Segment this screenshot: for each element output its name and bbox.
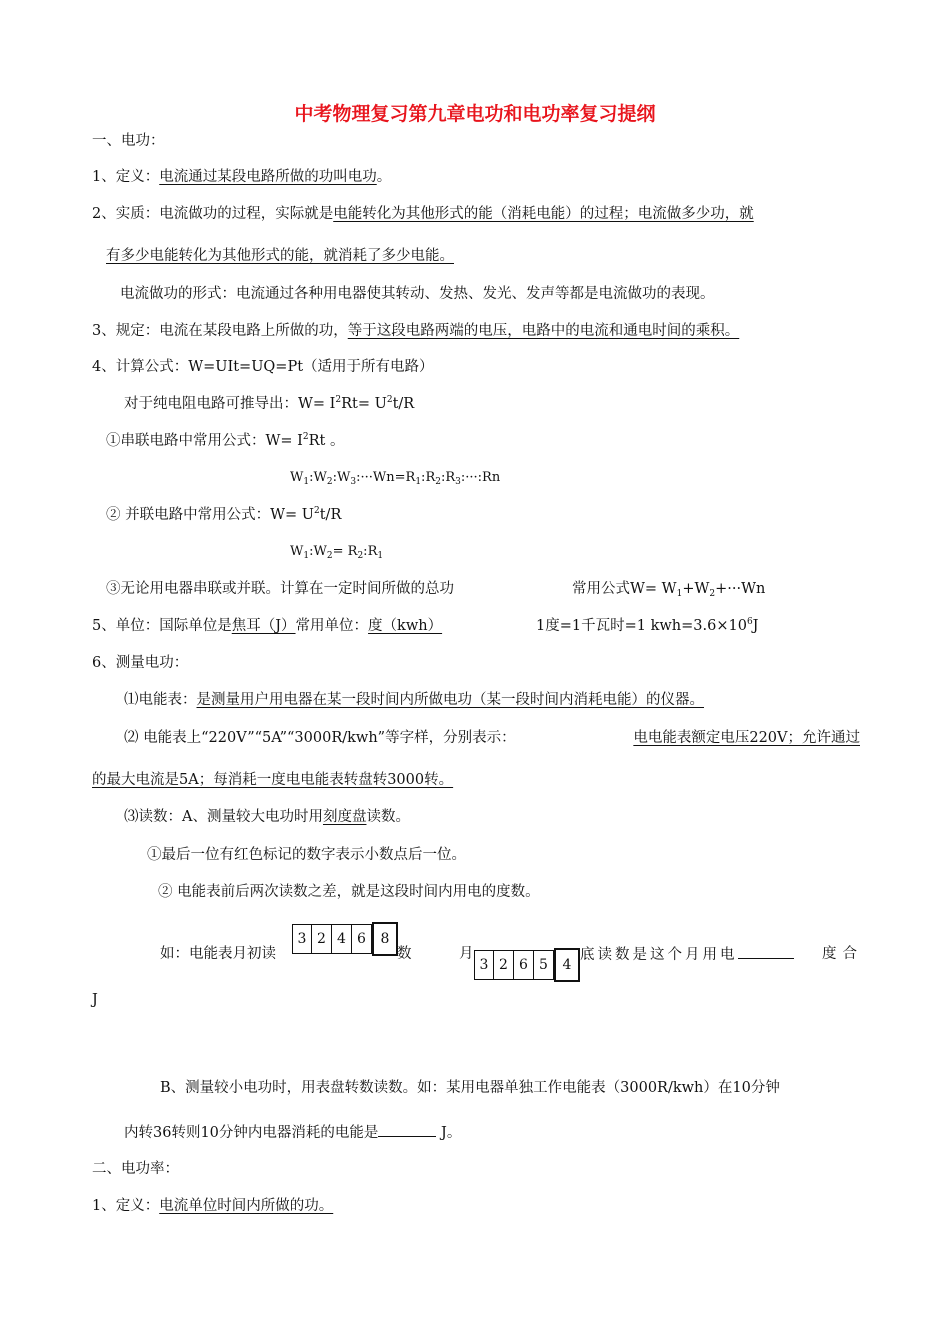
pure-formula-c: t/R xyxy=(392,396,415,412)
superscript: 2 xyxy=(386,395,393,405)
total-work-formula xyxy=(572,579,765,599)
measure-heading: 6、测量电功： xyxy=(92,655,189,671)
parallel-ratio-line: $W_1:W_2=$ $R_2:R_1$ xyxy=(290,544,384,561)
meter-digit: 3 xyxy=(474,950,494,980)
series-ratio-line: $W_1:W_2:W_3:\cdot\cdot\cdot Wn=R_1:R_2:R_3:\cdot\cdot\cdot:Rn$ xyxy=(290,470,501,487)
subscript: 1 xyxy=(377,551,384,561)
power-definition-label: 1、定义： xyxy=(92,1198,160,1214)
separator: : xyxy=(309,470,314,485)
essence-line-1 xyxy=(92,204,754,224)
example-suffix-text: 底读数是这个月用电 xyxy=(580,947,738,963)
si-unit: 焦耳（J） xyxy=(231,618,296,634)
dial-term: 刻度盘 xyxy=(322,809,367,825)
separator: : xyxy=(309,544,314,559)
series-formula-line xyxy=(106,431,344,451)
pure-formula-b: Rt= U xyxy=(341,396,387,412)
section-1-heading: 一、电功： xyxy=(92,133,165,149)
superscript: 2 xyxy=(302,432,309,442)
subscript: 1 xyxy=(676,589,683,599)
meter-marks-line-2 xyxy=(92,770,453,790)
subscript: 2 xyxy=(357,551,364,561)
reading-line xyxy=(124,807,410,827)
power-definition-text: 电流单位时间内所做的功。 xyxy=(159,1198,334,1214)
example-mid-1: 数 xyxy=(397,946,412,962)
meter-digit: 2 xyxy=(312,924,332,954)
subscript: 1 xyxy=(415,477,422,487)
example-prefix: 如：电能表月初读 xyxy=(160,946,276,962)
small-work-line-1: B、测量较小电功时，用表盘转数读数。如：某用电器单独工作电能表（3000R/kwh）在10分钟 xyxy=(160,1080,780,1096)
total-formula-pre: 常用公式W= W xyxy=(572,581,677,597)
meter-label: ⑴电能表： xyxy=(124,692,197,708)
subscript: 3 xyxy=(350,477,357,487)
meter-reading-start xyxy=(292,924,398,956)
subscript: 2 xyxy=(326,551,333,561)
common-unit: 度（kwh） xyxy=(368,618,443,634)
essence-line-2 xyxy=(106,246,454,266)
separator: : xyxy=(363,544,368,559)
definition-end: 。 xyxy=(376,169,392,185)
meter-marks-label: ⑵ 电能表上“220V”“5A”“3000R/kwh”等字样，分别表示： xyxy=(124,730,516,746)
superscript: 2 xyxy=(314,506,320,516)
meter-digit: 2 xyxy=(494,950,514,980)
separator: : xyxy=(332,470,337,485)
ratio-post: :···:Rn xyxy=(460,470,501,485)
subscript: 1 xyxy=(303,551,310,561)
reading-rule-1: ①最后一位有红色标记的数字表示小数点后一位。 xyxy=(147,847,466,863)
subscript: 2 xyxy=(326,477,333,487)
definition-label: 1、定义： xyxy=(92,169,160,185)
small-work-line-2 xyxy=(124,1122,461,1143)
answer-blank[interactable] xyxy=(738,944,794,959)
rule-text: 等于这段电路两端的电压，电路中的电流和通电时间的乘积。 xyxy=(347,323,740,339)
subscript: 2 xyxy=(709,589,716,599)
total-work-line: ③无论用电器串联或并联。计算在一定时间所做的总功 xyxy=(106,581,454,597)
meter-marks-line-1 xyxy=(124,728,860,748)
definition-line xyxy=(92,167,391,187)
subscript: 2 xyxy=(435,477,441,487)
section-2-heading: 二、电功率： xyxy=(92,1161,179,1177)
total-formula-mid: +W xyxy=(682,581,710,597)
example-unit-j: J xyxy=(92,992,98,1008)
meter-digit: 4 xyxy=(332,924,352,954)
series-formula-a: ①串联电路中常用公式：W= I xyxy=(106,433,303,449)
unit-conversion xyxy=(536,616,759,636)
meter-digit: 3 xyxy=(292,924,312,954)
reading-label: ⑶读数：A、测量较大电功时用 xyxy=(124,809,323,825)
parallel-formula-line xyxy=(106,505,341,525)
example-suffix xyxy=(580,944,794,965)
small-work-text: 内转36转则10分钟内电器消耗的电能是 xyxy=(124,1125,379,1141)
pure-formula-a: 对于纯电阻电路可推导出：W= I xyxy=(124,396,336,412)
meter-marks-text-2: 的最大电流是5A；每消耗一度电电能表转盘转3000转。 xyxy=(92,772,454,788)
unit-conversion-end: J xyxy=(752,618,759,634)
power-definition-line xyxy=(92,1196,333,1216)
ratio-mid: = R xyxy=(332,544,358,559)
page-title: 中考物理复习第九章电功和电功率复习提纲 xyxy=(294,103,656,125)
separator: : xyxy=(421,470,426,485)
unit-label: 5、单位：国际单位是 xyxy=(92,618,232,634)
meter-reading-end xyxy=(474,950,580,982)
definition-text: 电流通过某段电路所做的功叫电功 xyxy=(159,169,377,185)
superscript: 6 xyxy=(746,617,753,627)
answer-blank[interactable] xyxy=(378,1122,436,1137)
reading-end: 读数。 xyxy=(366,809,410,825)
example-unit: 度合 xyxy=(822,946,863,962)
ratio-mid: :···Wn=R xyxy=(356,470,416,485)
meter-definition-line xyxy=(124,690,704,710)
series-formula-b: Rt 。 xyxy=(308,433,345,449)
rule-label: 3、规定：电流在某段电路上所做的功， xyxy=(92,323,348,339)
essence-label: 2、实质：电流做功的过程，实际就是 xyxy=(92,206,334,222)
meter-definition: 是测量用户用电器在某一段时间内所做电功（某一段时间内消耗电能）的仪器。 xyxy=(196,692,704,708)
total-formula-post: +···Wn xyxy=(715,581,766,597)
formula-line: 4、计算公式：W=UIt=UQ=Pt（适用于所有电路） xyxy=(92,359,434,375)
meter-digit: 5 xyxy=(534,950,554,980)
meter-marks-text-1: 电电能表额定电压220V；允许通过 xyxy=(633,730,860,746)
unit-conversion-text: 1度=1千瓦时=1 kwh=3.6×10 xyxy=(536,618,747,634)
pure-resistance-line xyxy=(124,394,414,414)
example-mid-2: 月 xyxy=(459,946,474,962)
rule-line xyxy=(92,321,739,341)
meter-digit: 6 xyxy=(352,924,372,954)
meter-decimal-digit: 8 xyxy=(372,922,398,956)
work-form-line: 电流做功的形式：电流通过各种用电器使其转动、发热、发光、发声等都是电流做功的表现。 xyxy=(120,286,715,302)
meter-digit: 6 xyxy=(514,950,534,980)
unit-line xyxy=(92,616,442,636)
small-work-end: J。 xyxy=(441,1125,462,1141)
subscript: 3 xyxy=(455,477,461,487)
essence-text-1: 电能转化为其他形式的能（消耗电能）的过程；电流做多少功，就 xyxy=(333,206,754,222)
superscript: 2 xyxy=(335,395,342,405)
meter-decimal-digit: 4 xyxy=(554,948,580,982)
common-unit-label: 常用单位： xyxy=(295,618,369,634)
parallel-formula-a: ② 并联电路中常用公式：W= U xyxy=(106,507,314,523)
subscript: 1 xyxy=(303,477,310,487)
essence-text-2: 有多少电能转化为其他形式的能，就消耗了多少电能。 xyxy=(106,248,454,264)
separator: : xyxy=(440,470,446,485)
parallel-formula-b: t/R xyxy=(319,507,342,523)
reading-rule-2: ② 电能表前后两次读数之差，就是这段时间内用电的度数。 xyxy=(158,884,540,900)
